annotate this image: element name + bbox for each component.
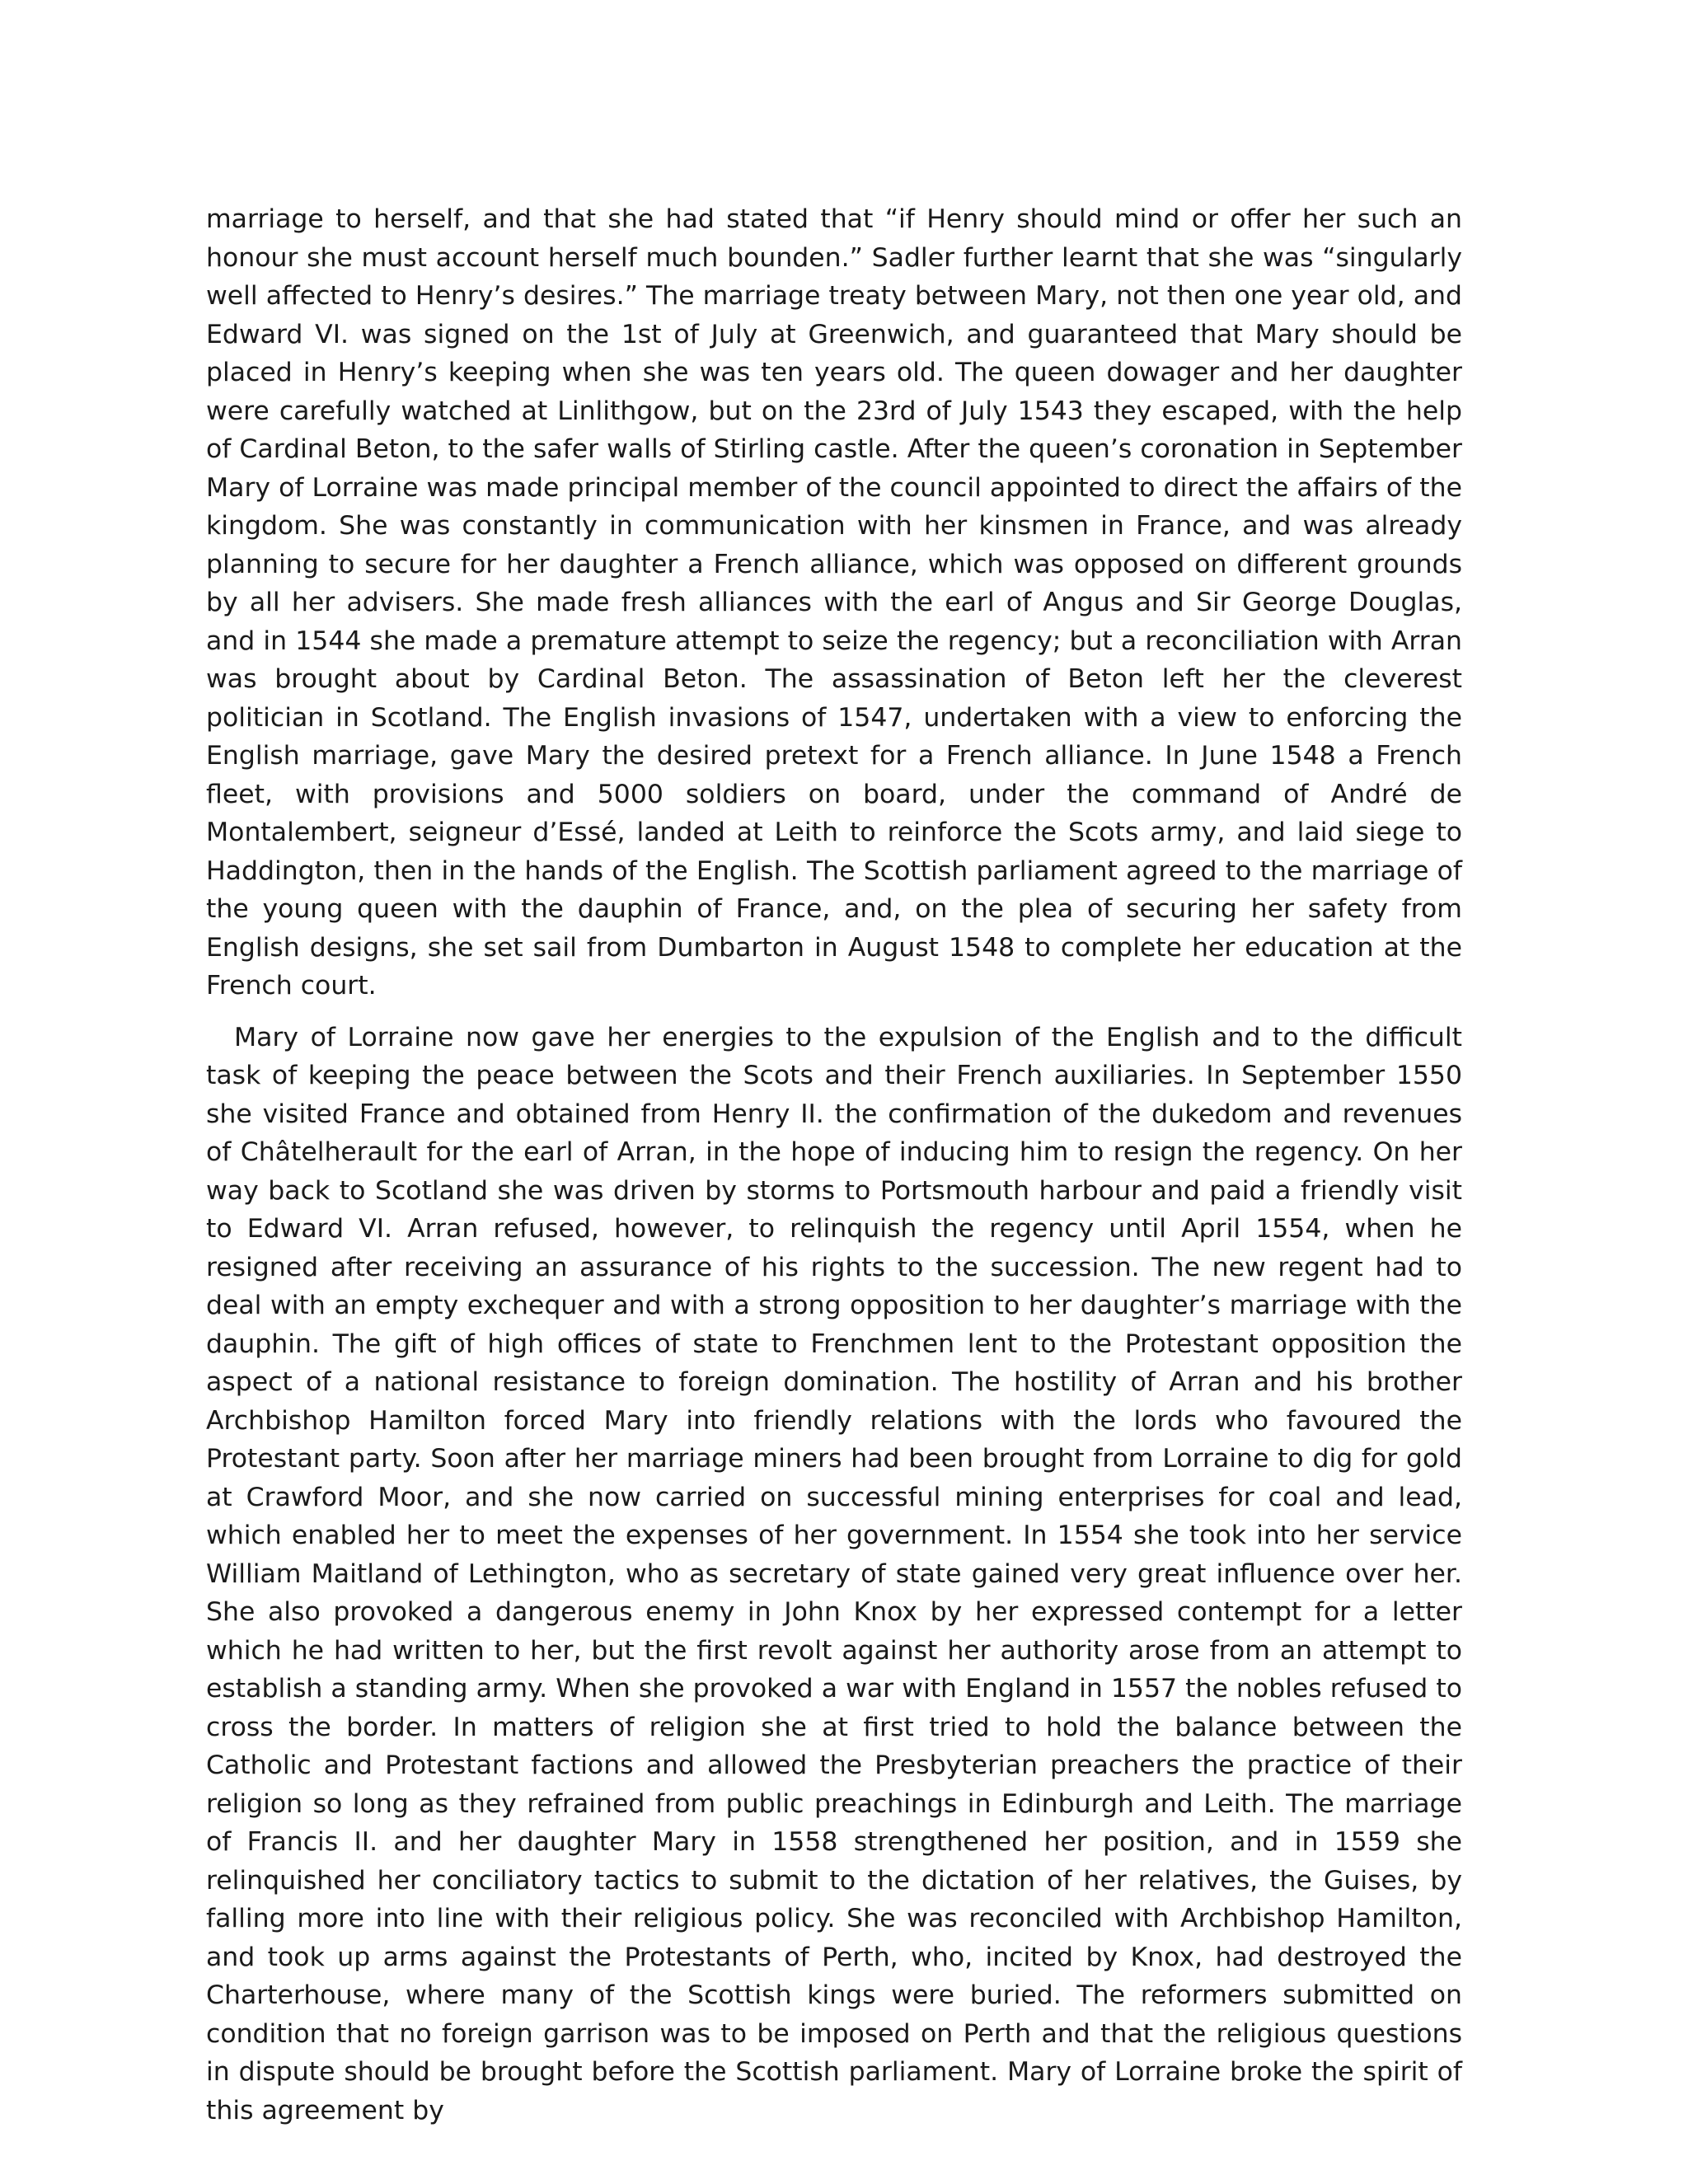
paragraph-2: Mary of Lorraine now gave her energies to the expulsion of the English and to the difficult task of keeping the peace between the Scots and their French auxiliaries. In September 1550 she visited France and obtained from Henry II. the confirmation of the dukedom and revenues of Châtelherault for the earl of Arran, in the hope of inducing him to resign the regency. On her way back to Scotland she was driven by storms to Portsmouth harbour and paid a friendly visit to Edward VI. Arran refused, however, to relinquish the regency until April 1554, when he resigned after receiving an assurance of his rights to the succession. The new regent had to deal with an empty exchequer and with a strong opposition to her daughter’s marriage with the dauphin. The gift of high offices of state to Frenchmen lent to the Protestant opposition the aspect of a national resistance to foreign domination. The hostility of Arran and his brother Archbishop Hamilton forced Mary into friendly relations with the lords who favoured the Protestant party. Soon after her marriage miners had been brought from Lorraine to dig for gold at Crawford Moor, and she now carried on successful mining enterprises for coal and lead, which enabled her to meet the expenses of her government. In 1554 she took into her service William Maitland of Lethington, who as secretary of state gained very great influence over her. She also provoked a dangerous enemy in John Knox by her expressed contempt for a letter which he had written to her, but the first revolt against her authority arose from an attempt to establish a standing army. When she provoked a war with England in 1557 the nobles refused to cross the border. In matters of religion she at first tried to hold the balance between the Catholic and Protestant factions and allowed the Presbyterian preachers the practice of their religion so long as they refrained from public preachings in Edinburgh and Leith. The marriage of Francis II. and her daughter Mary in 1558 strengthened her position, and in 1559 she relinquished her conciliatory tactics to submit to the dictation of her relatives, the Guises, by falling more into line with their religious policy. She was reconciled with Archbishop Hamilton, and took up arms against the Protestants of Perth, who, incited by Knox, had destroyed the Charterhouse, where many of the Scottish kings were buried. The reformers submitted on condition that no foreign garrison was to be imposed on Perth and that the religious questions in dispute should be brought before the Scottish parliament. Mary of Lorraine broke the spirit of this agreement by bbox=[206, 1022, 1462, 2125]
paragraph-1: marriage to herself, and that she had stated that “if Henry should mind or offer her such an honour she must account herself much bounden.” Sadler further learnt that she was “singularly well affected to Henry’s desires.” The marriage treaty between Mary, not then one year old, and Edward VI. was signed on the 1st of July at Greenwich, and guaranteed that Mary should be placed in Henry’s keeping when she was ten years old. The queen dowager and her daughter were carefully watched at Linlithgow, but on the 23rd of July 1543 they escaped, with the help of Cardinal Beton, to the safer walls of Stirling castle. After the queen’s coronation in September Mary of Lorraine was made principal member of the council appointed to direct the affairs of the kingdom. She was constantly in communication with her kinsmen in France, and was already planning to secure for her daughter a French alliance, which was opposed on different grounds by all her advisers. She made fresh alliances with the earl of Angus and Sir George Douglas, and in 1544 she made a premature attempt to seize the regency; but a reconciliation with Arran was brought about by Cardinal Beton. The assassination of Beton left her the cleverest politician in Scotland. The English invasions of 1547, undertaken with a view to enforcing the English marriage, gave Mary the desired pretext for a French alliance. In June 1548 a French fleet, with provisions and 5000 soldiers on board, under the command of André de Montalembert, seigneur d’Essé, landed at Leith to reinforce the Scots army, and laid siege to Haddington, then in the hands of the English. The Scottish parliament agreed to the marriage of the young queen with the dauphin of France, and, on the plea of securing her safety from English designs, she set sail from Dumbarton in August 1548 to complete her education at the French court. bbox=[206, 204, 1462, 1001]
body-text bbox=[206, 200, 1462, 2130]
